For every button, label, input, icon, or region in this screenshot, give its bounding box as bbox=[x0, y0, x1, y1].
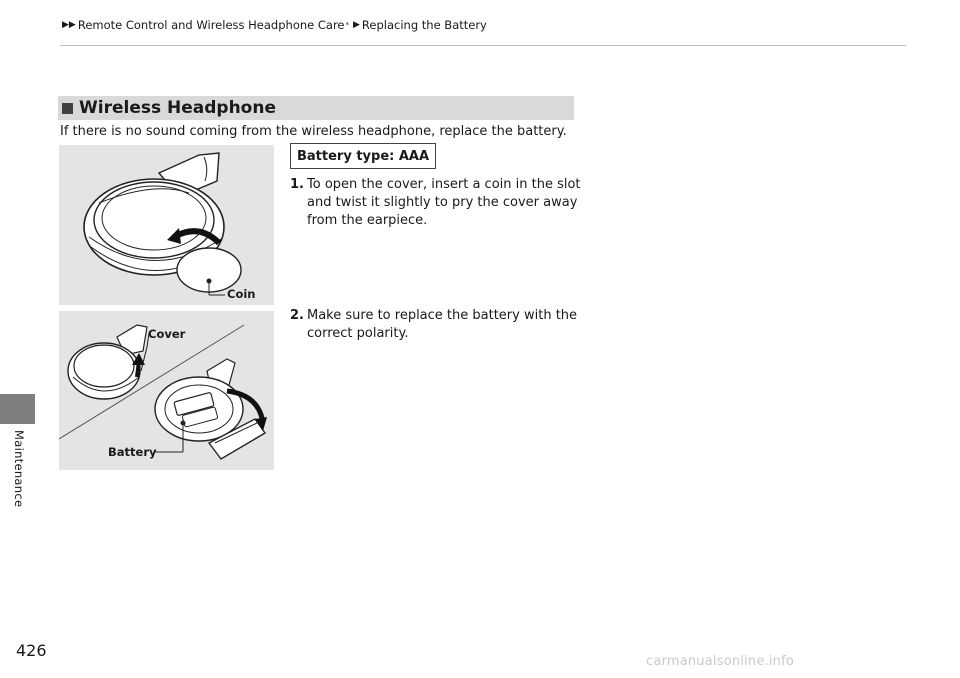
cover-callout: Cover bbox=[148, 327, 186, 341]
section-title: Wireless Headphone bbox=[79, 98, 276, 118]
breadcrumb bbox=[62, 18, 487, 32]
battery-figure bbox=[59, 311, 274, 470]
breadcrumb-arrow-icon: ▶ bbox=[353, 20, 360, 30]
chapter-label: Maintenance bbox=[12, 430, 26, 508]
step-text: Make sure to replace the battery with the correct polarity. bbox=[307, 308, 578, 341]
step-2 bbox=[290, 307, 590, 343]
section-square-icon bbox=[62, 103, 73, 114]
section-header bbox=[58, 96, 574, 120]
breadcrumb-arrow-icon: ▶▶ bbox=[62, 20, 76, 30]
step-1 bbox=[290, 176, 590, 230]
coin-figure bbox=[59, 145, 274, 305]
breadcrumb-marker: * bbox=[345, 21, 349, 29]
battery-type-badge: Battery type: AAA bbox=[290, 143, 436, 169]
intro-text: If there is no sound coming from the wireless headphone, replace the battery. bbox=[60, 124, 567, 139]
watermark: carmanualsonline.info bbox=[646, 654, 795, 669]
step-number: 2. bbox=[290, 308, 304, 323]
step-number: 1. bbox=[290, 177, 304, 192]
page-number: 426 bbox=[16, 641, 47, 660]
battery-callout: Battery bbox=[108, 445, 157, 459]
header-divider bbox=[60, 45, 906, 46]
chapter-tab[interactable] bbox=[0, 394, 35, 424]
step-text: To open the cover, insert a coin in the slot and twist it slightly to pry the cover away from the earpiece. bbox=[307, 177, 581, 228]
coin-callout: Coin bbox=[227, 287, 256, 301]
breadcrumb-item-care[interactable]: Remote Control and Wireless Headphone Care bbox=[77, 18, 345, 32]
breadcrumb-item-replacing[interactable]: Replacing the Battery bbox=[361, 18, 487, 32]
earpiece-coin-illustration bbox=[59, 145, 274, 305]
